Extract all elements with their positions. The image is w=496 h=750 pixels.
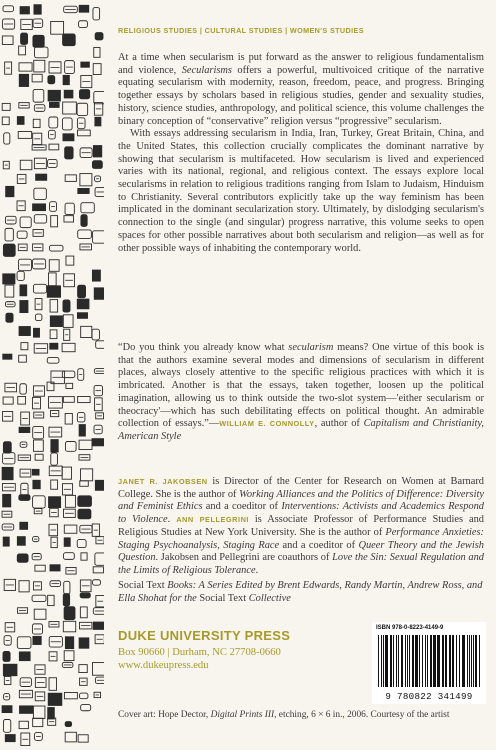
barcode-bar (452, 635, 454, 687)
etching-mark (81, 326, 92, 337)
etching-mark (20, 301, 28, 313)
etching-mark (33, 706, 45, 718)
etching-mark (34, 60, 45, 72)
description-paragraph-1: At a time when secularism is put forward as the answer to religious fundamentalism and violence, Secularisms offers a powerful, multivoiced critique of the narrative equating secularism with modernity, reason, freedom, peace, and progress. Bringing together essays by scholars based in religious studies, gender and sexuality studies, history, science studies, anthropology, and political science, this volume challenges the binary conception of “conservative” religion versus “progressive” secularism. (118, 52, 484, 127)
etching-mark (81, 553, 87, 560)
etching-mark (2, 706, 12, 713)
etching-mark (17, 537, 25, 546)
etching-mark (96, 341, 104, 349)
etching-art (0, 0, 104, 750)
etching-mark (3, 244, 15, 256)
publisher-url: www.dukeupress.edu (118, 660, 209, 671)
etching-mark (51, 21, 64, 34)
etching-mark (63, 134, 74, 141)
barcode-bar (398, 635, 399, 687)
etching-mark (3, 720, 10, 733)
etching-mark (2, 467, 13, 479)
etching-mark (65, 637, 73, 649)
etching-mark (51, 216, 58, 227)
etching-mark (65, 495, 75, 507)
barcode-bar (442, 635, 444, 687)
etching-mark (81, 469, 93, 481)
etching-mark (63, 594, 69, 606)
etching-mark (64, 90, 73, 98)
etching-mark (81, 705, 91, 711)
barcode-bar (381, 635, 382, 687)
etching-mark (2, 103, 10, 110)
cover-art-credit: Cover art: Hope Dector, Digital Prints III, etching, 6 × 6 in., 2006. Courtesy of the artist (118, 710, 450, 720)
barcode-bar (378, 635, 379, 687)
etching-mark (64, 651, 74, 661)
description-paragraph-2: With essays addressing secularism in India, Iran, Turkey, Great Britain, China, and the United States, this collection crucially complicates the dominant narrative by showing that secularism is multifaceted. How secularism is lived and experienced varies with its national, regional, and religious context. The essays explore local secularisms in relation to religious traditions ranging from Islam to Judaism, Hinduism to Christianity. Several contributors explicitly take up the way feminism has been implicated in the dominant secularization story. Ultimately, by dislodging secularism's connection to the single (and singular) progress narrative, this volume seeks to open spaces for other possible narratives about both secularism and religion—as well as for other possible ways of inhabiting the contemporary world. (118, 128, 484, 254)
barcode-bar (479, 635, 480, 687)
etching-mark (94, 48, 100, 58)
barcode-bar (401, 635, 403, 687)
etching-mark (32, 469, 39, 475)
etching-mark (93, 146, 101, 157)
barcode-bar (412, 635, 414, 687)
publisher-name: DUKE UNIVERSITY PRESS (118, 628, 291, 643)
etching-mark (65, 732, 76, 742)
barcode-bar (469, 635, 470, 687)
etching-mark (17, 554, 28, 562)
barcode-bar (467, 635, 468, 687)
barcode-bar (433, 635, 436, 687)
etching-mark (33, 89, 44, 102)
barcode-bars (376, 635, 482, 687)
etching-mark (65, 175, 76, 182)
etching-mark (47, 358, 59, 364)
etching-mark (5, 285, 14, 297)
etching-mark (49, 260, 59, 272)
etching-mark (17, 637, 31, 649)
etching-mark (77, 103, 88, 115)
barcode-bar (422, 635, 423, 687)
barcode-bar (437, 635, 440, 687)
etching-mark (95, 553, 104, 565)
endorsement-quote: “Do you think you already know what secularism means? One virtue of this book is that the authors examine several modes and dimensions of secularism in different places, always closely attentive to the specific religious practices with which it is imbricated. Another is that the essays, taken together, loosen up the political imagination, allowing us to think outside the two-slot system—'either secularism or theocracy'—which has such debilitating effects on political thought. An admirable collection of essays.”—WILLIAM E. CONNOLLY, author of Capitalism and Christianity, American Style (118, 342, 484, 442)
barcode-bar (425, 635, 426, 687)
etching-mark (19, 581, 29, 592)
endorser-name: WILLIAM E. CONNOLLY (219, 419, 315, 429)
barcode-bar (471, 635, 472, 687)
etching-mark (49, 144, 59, 150)
etching-mark (20, 522, 28, 529)
etching-mark (92, 329, 99, 340)
etching-mark (93, 622, 104, 629)
barcode-bar (407, 635, 408, 687)
etching-mark (20, 160, 32, 169)
barcode-bar (390, 635, 392, 687)
subject-categories: RELIGIOUS STUDIES | CULTURAL STUDIES | WOMEN'S STUDIES (118, 26, 364, 35)
etching-mark (21, 33, 28, 44)
etching-mark (4, 133, 10, 144)
etching-mark (20, 285, 27, 296)
series-note: Social Text Books: A Series Edited by Brent Edwards, Randy Martin, Andrew Ross, and Ella Shohat for the Social Text Collective (118, 580, 483, 604)
etching-mark (19, 355, 27, 362)
etching-mark (3, 397, 13, 404)
etching-mark (51, 480, 58, 489)
etching-mark (92, 231, 104, 243)
barcode-bar (409, 635, 410, 687)
etching-mark (34, 609, 46, 619)
etching-mark (3, 354, 12, 359)
etching-mark (21, 343, 28, 350)
etching-mark (93, 567, 103, 573)
etching-mark (78, 285, 86, 298)
etching-mark (65, 441, 76, 451)
etching-mark (50, 245, 64, 251)
etching-mark (79, 21, 88, 28)
etching-mark (48, 273, 56, 286)
etching-mark (17, 271, 24, 280)
etching-mark (92, 270, 100, 281)
barcode-bar (419, 635, 420, 687)
etching-mark (93, 8, 100, 20)
etching-mark (33, 328, 39, 337)
etching-mark (3, 6, 13, 12)
etching-mark (3, 442, 11, 453)
etching-mark (33, 440, 43, 451)
etching-mark (18, 396, 26, 404)
etching-mark (78, 735, 88, 742)
etching-mark (93, 663, 104, 676)
etching-mark (64, 525, 77, 533)
etching-mark (33, 284, 46, 293)
author-bios: JANET R. JAKOBSEN is Director of the Center for Research on Women at Barnard College. She is the author of Working Alliances and the Politics of Difference: Diversity and Feminist Ethics and a coeditor of Interventions: Activists and Academics Respond to Violence. ANN PELLEGRINI is Associate Professor of Performance Studies and Religious Studies at New York University. She is the author of Performance Anxieties: Staging Psychoanalysis, Staging Race and a coeditor of Queer Theory and the Jewish Question. Jakobsen and Pellegrini are coauthors of Love the Sin: Sexual Regulation and the Limits of Religious Tolerance. (118, 476, 485, 576)
author-name-pellegrini: ANN PELLEGRINI (176, 515, 249, 525)
etching-mark (5, 735, 15, 742)
etching-mark (78, 130, 91, 136)
etching-mark (79, 638, 89, 648)
etching-mark (33, 119, 40, 127)
etching-mark (80, 174, 92, 186)
etching-mark (63, 102, 77, 114)
etching-mark (65, 413, 72, 424)
etching-mark (64, 216, 74, 222)
etching-mark (33, 718, 43, 726)
etching-mark (35, 314, 41, 320)
etching-mark (33, 496, 46, 508)
publisher-address: Box 90660 | Durham, NC 27708-0660 (118, 647, 281, 658)
etching-mark (93, 580, 101, 585)
etching-mark (17, 231, 27, 238)
etching-mark (51, 453, 58, 465)
etching-mark (62, 343, 75, 351)
etching-mark (80, 481, 89, 486)
etching-mark (95, 33, 103, 40)
etching-mark (50, 300, 58, 312)
book-description (118, 52, 484, 255)
author-name-jakobsen: JANET R. JAKOBSEN (118, 477, 208, 486)
isbn-label: ISBN 978-0-8223-4149-9 (376, 625, 444, 631)
etching-mark (78, 396, 90, 402)
etching-mark (34, 5, 41, 14)
etching-mark (81, 203, 94, 213)
etching-mark (48, 90, 60, 101)
etching-mark (35, 47, 48, 58)
etching-mark (79, 440, 92, 449)
barcode-number: 9 780822 341499 (385, 691, 473, 702)
publisher-contact (118, 646, 281, 672)
etching-mark (34, 188, 46, 199)
etching-mark (80, 693, 88, 699)
etching-mark (19, 46, 26, 55)
etching-mark (63, 397, 74, 403)
etching-mark (19, 721, 28, 728)
etching-mark (35, 565, 45, 571)
etching-mark (48, 708, 55, 719)
barcode-bar (385, 635, 388, 687)
barcode-bar (393, 635, 394, 687)
etching-mark (94, 288, 104, 299)
etching-mark (2, 117, 9, 125)
barcode-bar (475, 635, 477, 687)
etching-mark (35, 454, 43, 460)
etching-mark (65, 722, 71, 727)
barcode-bar (456, 635, 457, 687)
etching-mark (63, 315, 73, 328)
etching-mark (49, 678, 56, 691)
etching-mark (64, 607, 75, 620)
barcode-bar (445, 635, 447, 687)
etching-mark (33, 636, 41, 644)
etching-mark (93, 64, 101, 75)
etching-mark (78, 496, 92, 507)
barcode-bar (405, 635, 406, 687)
etching-mark (66, 256, 74, 265)
etching-mark (65, 203, 74, 214)
etching-mark (48, 76, 55, 84)
barcode-bar (396, 635, 397, 687)
etching-mark (2, 36, 13, 45)
etching-mark (34, 215, 46, 223)
etching-mark (66, 383, 73, 388)
etching-mark (62, 467, 71, 479)
etching-mark (32, 595, 46, 601)
barcode-bar (459, 635, 460, 687)
etching-mark (20, 706, 33, 713)
etching-mark (62, 118, 72, 130)
etching-mark (78, 230, 92, 239)
barcode-bar (430, 635, 432, 687)
etching-mark (64, 692, 77, 698)
etching-mark (80, 607, 87, 618)
etching-mark (63, 300, 70, 312)
etching-mark (19, 63, 32, 71)
barcode-bar (383, 635, 384, 687)
etching-mark (19, 327, 30, 336)
etching-mark (20, 217, 31, 228)
etching-mark (79, 665, 87, 673)
isbn-barcode (372, 622, 486, 704)
etching-mark (63, 621, 75, 632)
etching-mark (20, 384, 27, 394)
barcode-bar (415, 635, 418, 687)
etching-mark (5, 228, 13, 241)
etching-mark (64, 553, 75, 560)
etching-mark (50, 330, 57, 339)
etching-mark (64, 581, 70, 594)
etching-mark (49, 117, 58, 128)
etching-mark (3, 537, 9, 546)
barcode-bar (473, 635, 474, 687)
etching-mark (18, 132, 31, 139)
etching-mark (19, 495, 30, 501)
barcode-bar (462, 635, 465, 687)
etching-mark (19, 652, 30, 661)
etching-mark (48, 595, 54, 605)
etching-mark (95, 480, 104, 490)
etching-mark (94, 91, 104, 103)
etching-mark (77, 540, 86, 548)
barcode-bar (449, 635, 451, 687)
etching-mark (32, 74, 42, 82)
barcode-bar (427, 635, 428, 687)
cover-art-strip (0, 0, 104, 750)
etching-mark (81, 215, 87, 227)
